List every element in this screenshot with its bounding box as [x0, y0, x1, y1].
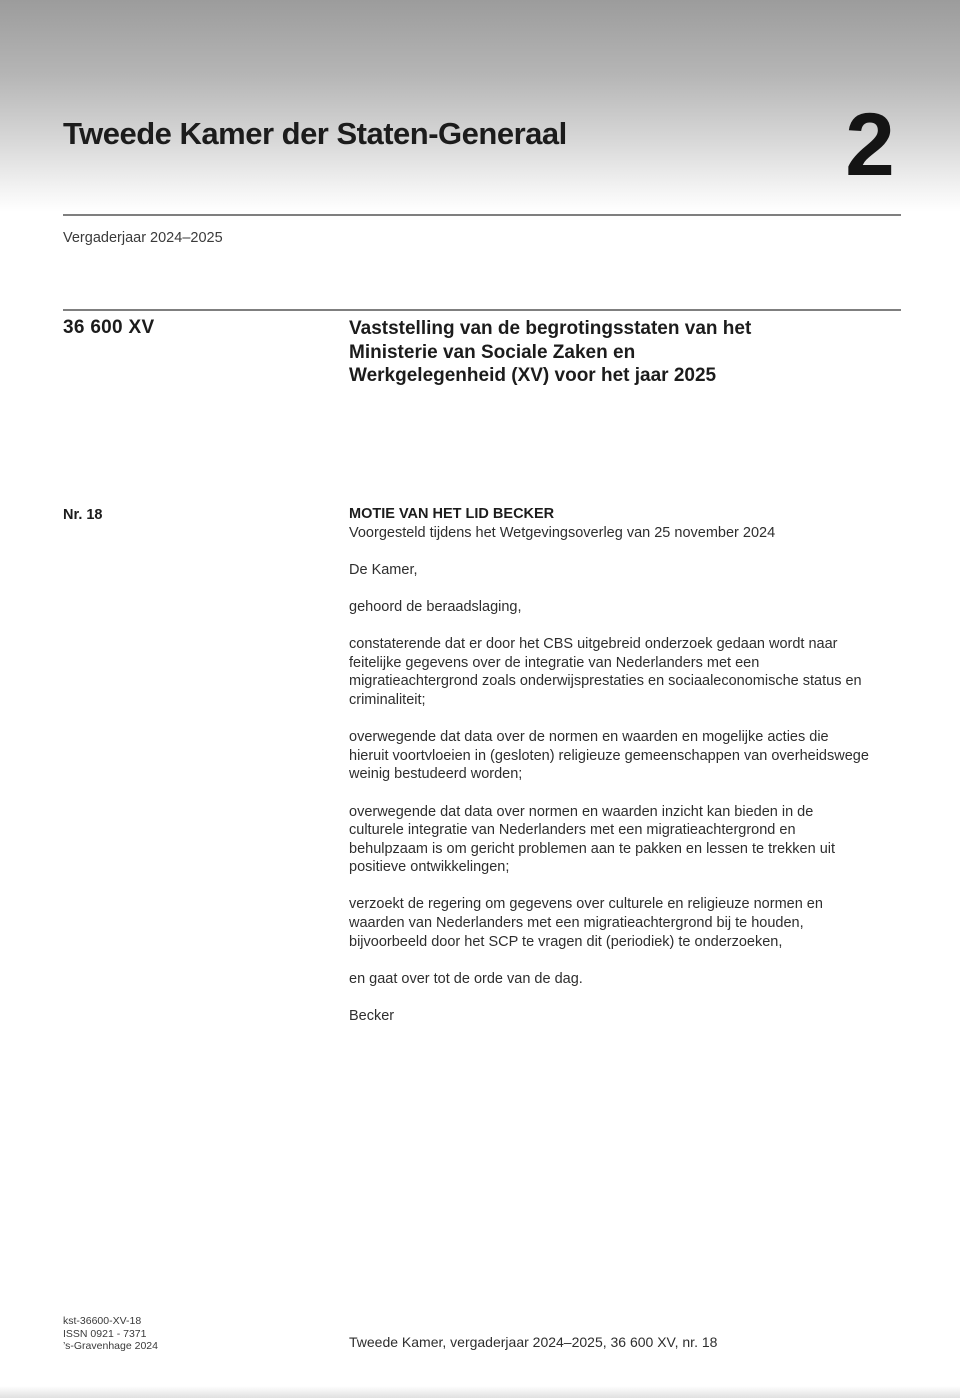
footer-gradient	[0, 1386, 960, 1398]
session-year-label: Vergaderjaar 2024–2025	[63, 230, 223, 246]
motion-paragraph: constaterende dat er door het CBS uitgebreid onderzoek gedaan wordt naar feitelijke gegevens over de integratie van Nederlanders met een migratieachtergrond zoals onderwijsprestaties en sociaaleconomische status en criminaliteit;	[349, 636, 862, 708]
footer-document-code: kst-36600-XV-18	[63, 1315, 142, 1327]
motion-paragraph: verzoekt de regering om gegevens over culturele en religieuze normen en waarden van Nederlanders met een migratieachtergrond bij te houden, bijvoorbeeld door het SCP te vragen dit (periodiek) te onderzoeken,	[349, 896, 823, 950]
motion-paragraph: De Kamer,	[349, 561, 418, 578]
dossier-title-line: Ministerie van Sociale Zaken en	[349, 341, 636, 363]
header-gradient	[0, 0, 960, 212]
motion-paragraph: overwegende dat data over normen en waarden inzicht kan bieden in de culturele integratie van Nederlanders met een migratieachtergrond en behulpzaam is om gericht problemen aan te pakken en lessen te trekken uit positieve ontwikkelingen;	[349, 803, 836, 876]
motion-paragraph: overwegende dat data over de normen en waarden en mogelijke acties die hieruit voortvloeien in (gesloten) religieuze gemeenschappen van overheidswege weinig bestudeerd worden;	[349, 729, 869, 783]
motion-paragraph: en gaat over tot de orde van de dag.	[349, 970, 583, 987]
motion-heading: MOTIE VAN HET LID BECKER	[349, 506, 555, 522]
dossier-title-line: Werkgelegenheid (XV) voor het jaar 2025	[349, 365, 717, 386]
motion-number-label: Nr. 18	[63, 507, 103, 523]
header-rule	[63, 214, 901, 216]
masthead-title: Tweede Kamer der Staten-Generaal	[63, 116, 567, 151]
dossier-title-line: Vaststelling van de begrotingsstaten van het	[349, 318, 752, 339]
sheet-number: 2	[845, 94, 895, 194]
footer-place-year: ’s-Gravenhage 2024	[63, 1340, 158, 1352]
dossier-rule	[63, 309, 901, 311]
dossier-title	[349, 317, 889, 388]
motion-body	[349, 505, 871, 1044]
motion-signature: Becker	[349, 1008, 395, 1025]
footer-colophon	[63, 1315, 158, 1353]
motion-subheading: Voorgesteld tijdens het Wetgevingsoverleg van 25 november 2024	[349, 524, 776, 541]
footer-reference: Tweede Kamer, vergaderjaar 2024–2025, 36 600 XV, nr. 18	[349, 1334, 718, 1350]
motion-paragraph: gehoord de beraadslaging,	[349, 598, 522, 615]
dossier-number: 36 600 XV	[63, 317, 155, 338]
footer-issn: ISSN 0921 - 7371	[63, 1327, 147, 1340]
